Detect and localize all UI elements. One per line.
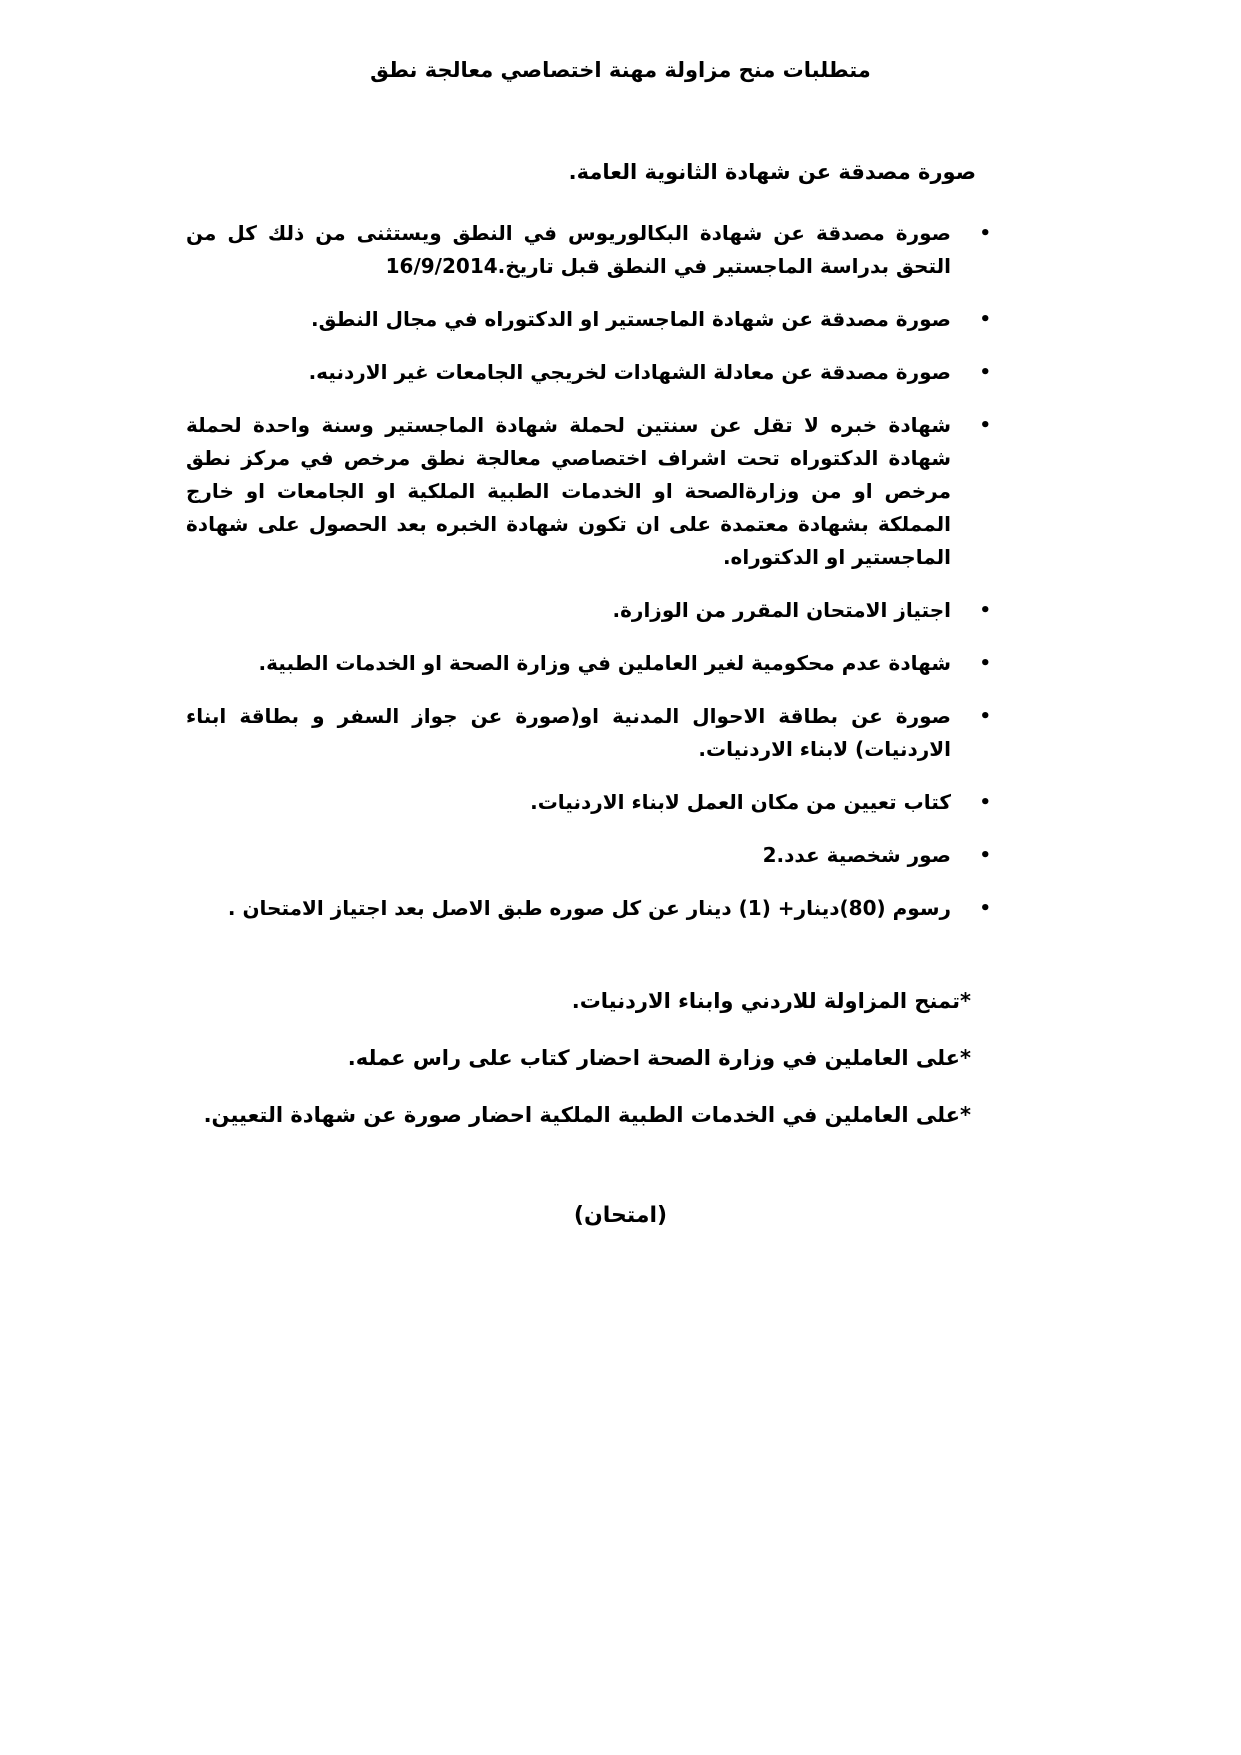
intro-line: صورة مصدقة عن شهادة الثانوية العامة. bbox=[568, 160, 976, 184]
list-item bbox=[186, 700, 991, 766]
list-item bbox=[186, 356, 991, 389]
note-line: *على العاملين في وزارة الصحة احضار كتاب على راس عمله. bbox=[347, 1046, 971, 1070]
bullet-icon: • bbox=[979, 898, 991, 919]
bullet-icon: • bbox=[979, 706, 991, 727]
page-title: متطلبات منح مزاولة مهنة اختصاصي معالجة نطق bbox=[370, 58, 871, 82]
requirement-text: صورة مصدقة عن معادلة الشهادات لخريجي الجامعات غير الاردنيه. bbox=[308, 360, 951, 384]
notes-section bbox=[171, 985, 971, 1156]
list-item bbox=[186, 892, 991, 925]
requirement-text: رسوم (80)دينار+ (1) دينار عن كل صوره طبق الاصل بعد اجتياز الامتحان . bbox=[227, 896, 951, 920]
requirement-text: صورة عن بطاقة الاحوال المدنية او(صورة عن جواز السفر و بطاقة ابناء الاردنيات) لابناء الاردنيات. bbox=[186, 704, 951, 761]
bullet-icon: • bbox=[979, 653, 991, 674]
bullet-icon: • bbox=[979, 600, 991, 621]
bullet-icon: • bbox=[979, 223, 991, 244]
footer-label: (امتحان) bbox=[573, 1203, 668, 1228]
list-item bbox=[186, 786, 991, 819]
requirement-text: كتاب تعيين من مكان العمل لابناء الاردنيات. bbox=[530, 790, 951, 814]
note-line: *تمنح المزاولة للاردني وابناء الاردنيات. bbox=[571, 989, 971, 1013]
requirement-text: صور شخصية عدد.2 bbox=[762, 843, 951, 867]
note-line: *على العاملين في الخدمات الطبية الملكية احضار صورة عن شهادة التعيين. bbox=[203, 1103, 971, 1127]
list-item bbox=[186, 647, 991, 680]
requirement-text: شهادة عدم محكومية لغير العاملين في وزارة الصحة او الخدمات الطبية. bbox=[258, 651, 951, 675]
list-item bbox=[186, 303, 991, 336]
requirement-text: صورة مصدقة عن شهادة البكالوريوس في النطق ويستثنى من ذلك كل من التحق بدراسة الماجستير في النطق قبل تاريخ.16/9/2014 bbox=[186, 221, 951, 278]
requirement-text: اجتياز الامتحان المقرر من الوزارة. bbox=[612, 598, 951, 622]
list-item bbox=[186, 409, 991, 574]
bullet-icon: • bbox=[979, 362, 991, 383]
list-item bbox=[186, 217, 991, 283]
list-item bbox=[186, 839, 991, 872]
requirement-text: شهادة خبره لا تقل عن سنتين لحملة شهادة الماجستير وسنة واحدة لحملة شهادة الدكتوراه تحت اشراف اختصاصي معالجة نطق مرخص في مركز نطق مرخص او من وزارةالصحة او الخدمات الطبية الملكية او الجامعات او خارج المملكة بشهادة معتمدة على ان تكون شهادة الخبره بعد الحصول على شهادة الماجستير او الدكتوراه. bbox=[186, 413, 951, 569]
list-item bbox=[186, 594, 991, 627]
bullet-icon: • bbox=[979, 792, 991, 813]
requirements-list bbox=[186, 217, 991, 945]
bullet-icon: • bbox=[979, 415, 991, 436]
bullet-icon: • bbox=[979, 845, 991, 866]
bullet-icon: • bbox=[979, 309, 991, 330]
requirement-text: صورة مصدقة عن شهادة الماجستير او الدكتوراه في مجال النطق. bbox=[311, 307, 951, 331]
